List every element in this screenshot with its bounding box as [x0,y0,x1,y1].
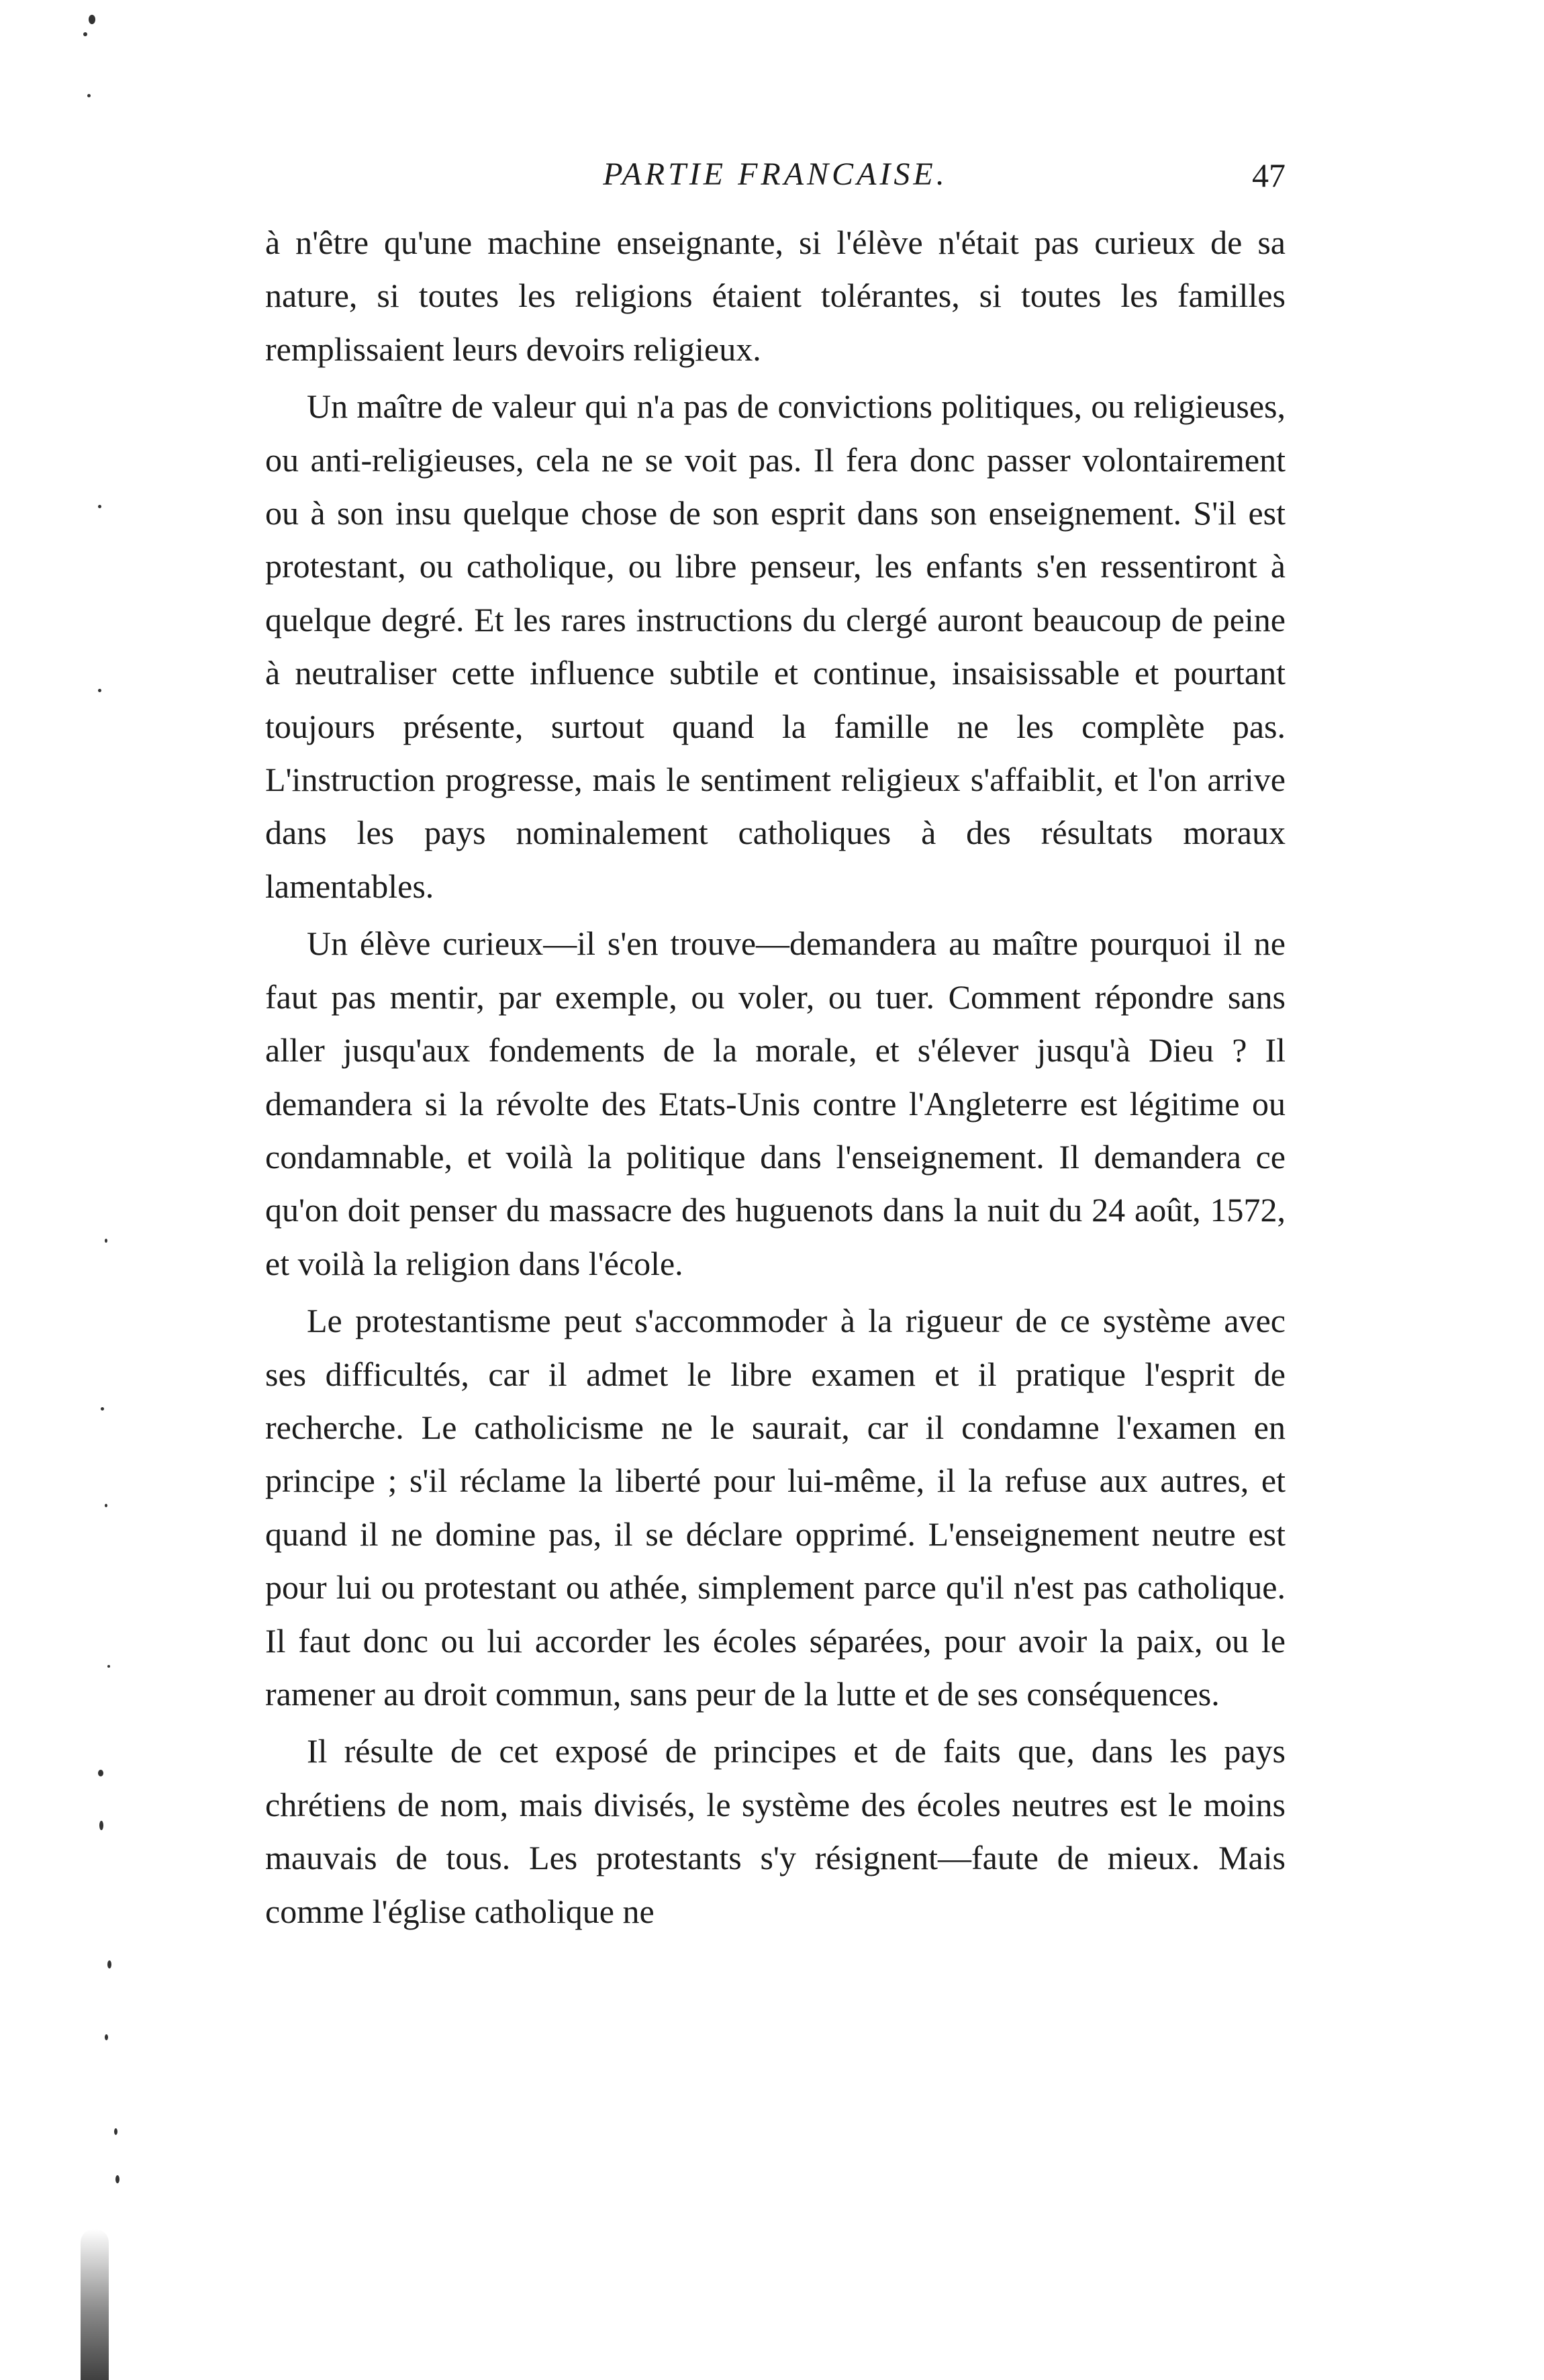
page-number: 47 [1252,156,1286,194]
body-text [265,216,1286,1938]
scan-edge-marks [40,0,148,2380]
scan-speck [114,2128,117,2135]
scan-speck [98,505,101,508]
scan-speck [98,689,101,692]
scan-speck [107,1665,110,1668]
binding-shadow [81,2229,109,2380]
paragraph-continuation: à n'être qu'une machine enseignante, si l'élève n'était pas curieux de sa nature, si toutes les religions étaient tolérantes, si toutes les familles remplissaient leurs devoirs religieux. [265,224,1286,368]
scan-speck [101,1407,104,1411]
scan-speck [98,1770,103,1776]
scan-speck [99,1821,103,1830]
scan-speck [107,1960,111,1968]
running-title: PARTIE FRANCAISE. [603,156,948,192]
scan-speck [105,2034,108,2040]
scan-speck [89,15,95,24]
paragraph: Un maître de valeur qui n'a pas de convictions politiques, ou religieuses, ou anti-religieuses, cela ne se voit pas. Il fera donc passer volontairement ou à son insu quelque chose de son esprit dans son enseignement. S'il est protestant, ou catholique, ou libre penseur, les enfants s'en ressentiront à quelque degré. Et les rares instructions du clergé auront beaucoup de peine à neutraliser cette influence subtile et continue, insaisissable et pourtant toujours présente, surtout quand la famille ne les complète pas. L'instruction progresse, mais le sentiment religieux s'affaiblit, et l'on arrive dans les pays nominalement catholiques à des résultats moraux lamentables. [265,387,1286,905]
scan-speck [87,94,91,97]
paragraph: Le protestantisme peut s'accommoder à la rigueur de ce système avec ses difficultés, car il admet le libre examen et il pratique l'esprit de recherche. Le catholicisme ne le saurait, car il condamne l'examen en principe ; s'il réclame la liberté pour lui-même, il la refuse aux autres, et quand il ne domine pas, il se déclare opprimé. L'enseignement neutre est pour lui ou protestant ou athée, simplement parce qu'il n'est pas catholique. Il faut donc ou lui accorder les écoles séparées, pour avoir la paix, ou le ramener au droit commun, sans peur de la lutte et de ses conséquences. [265,1302,1286,1713]
scan-speck [83,32,87,36]
running-header [265,156,1286,203]
scan-speck [115,2175,119,2183]
paragraph: Il résulte de cet exposé de principes et de faits que, dans les pays chrétiens de nom, mais divisés, le système des écoles neutres est le moins mauvais de tous. Les protestants s'y résignent—faute de mieux. Mais comme l'église catholique ne [265,1732,1286,1930]
scan-speck [105,1504,107,1507]
scan-speck [105,1239,107,1243]
paragraph: Un élève curieux—il s'en trouve—demandera au maître pourquoi il ne faut pas mentir, par exemple, ou voler, ou tuer. Comment répondre sans aller jusqu'aux fondements de la morale, et s'élever jusqu'à Dieu ? Il demandera si la révolte des Etats-Unis contre l'Angleterre est légitime ou condamnable, et voilà la politique dans l'enseignement. Il demandera ce qu'on doit penser du massacre des huguenots dans la nuit du 24 août, 1572, et voilà la religion dans l'école. [265,924,1286,1282]
